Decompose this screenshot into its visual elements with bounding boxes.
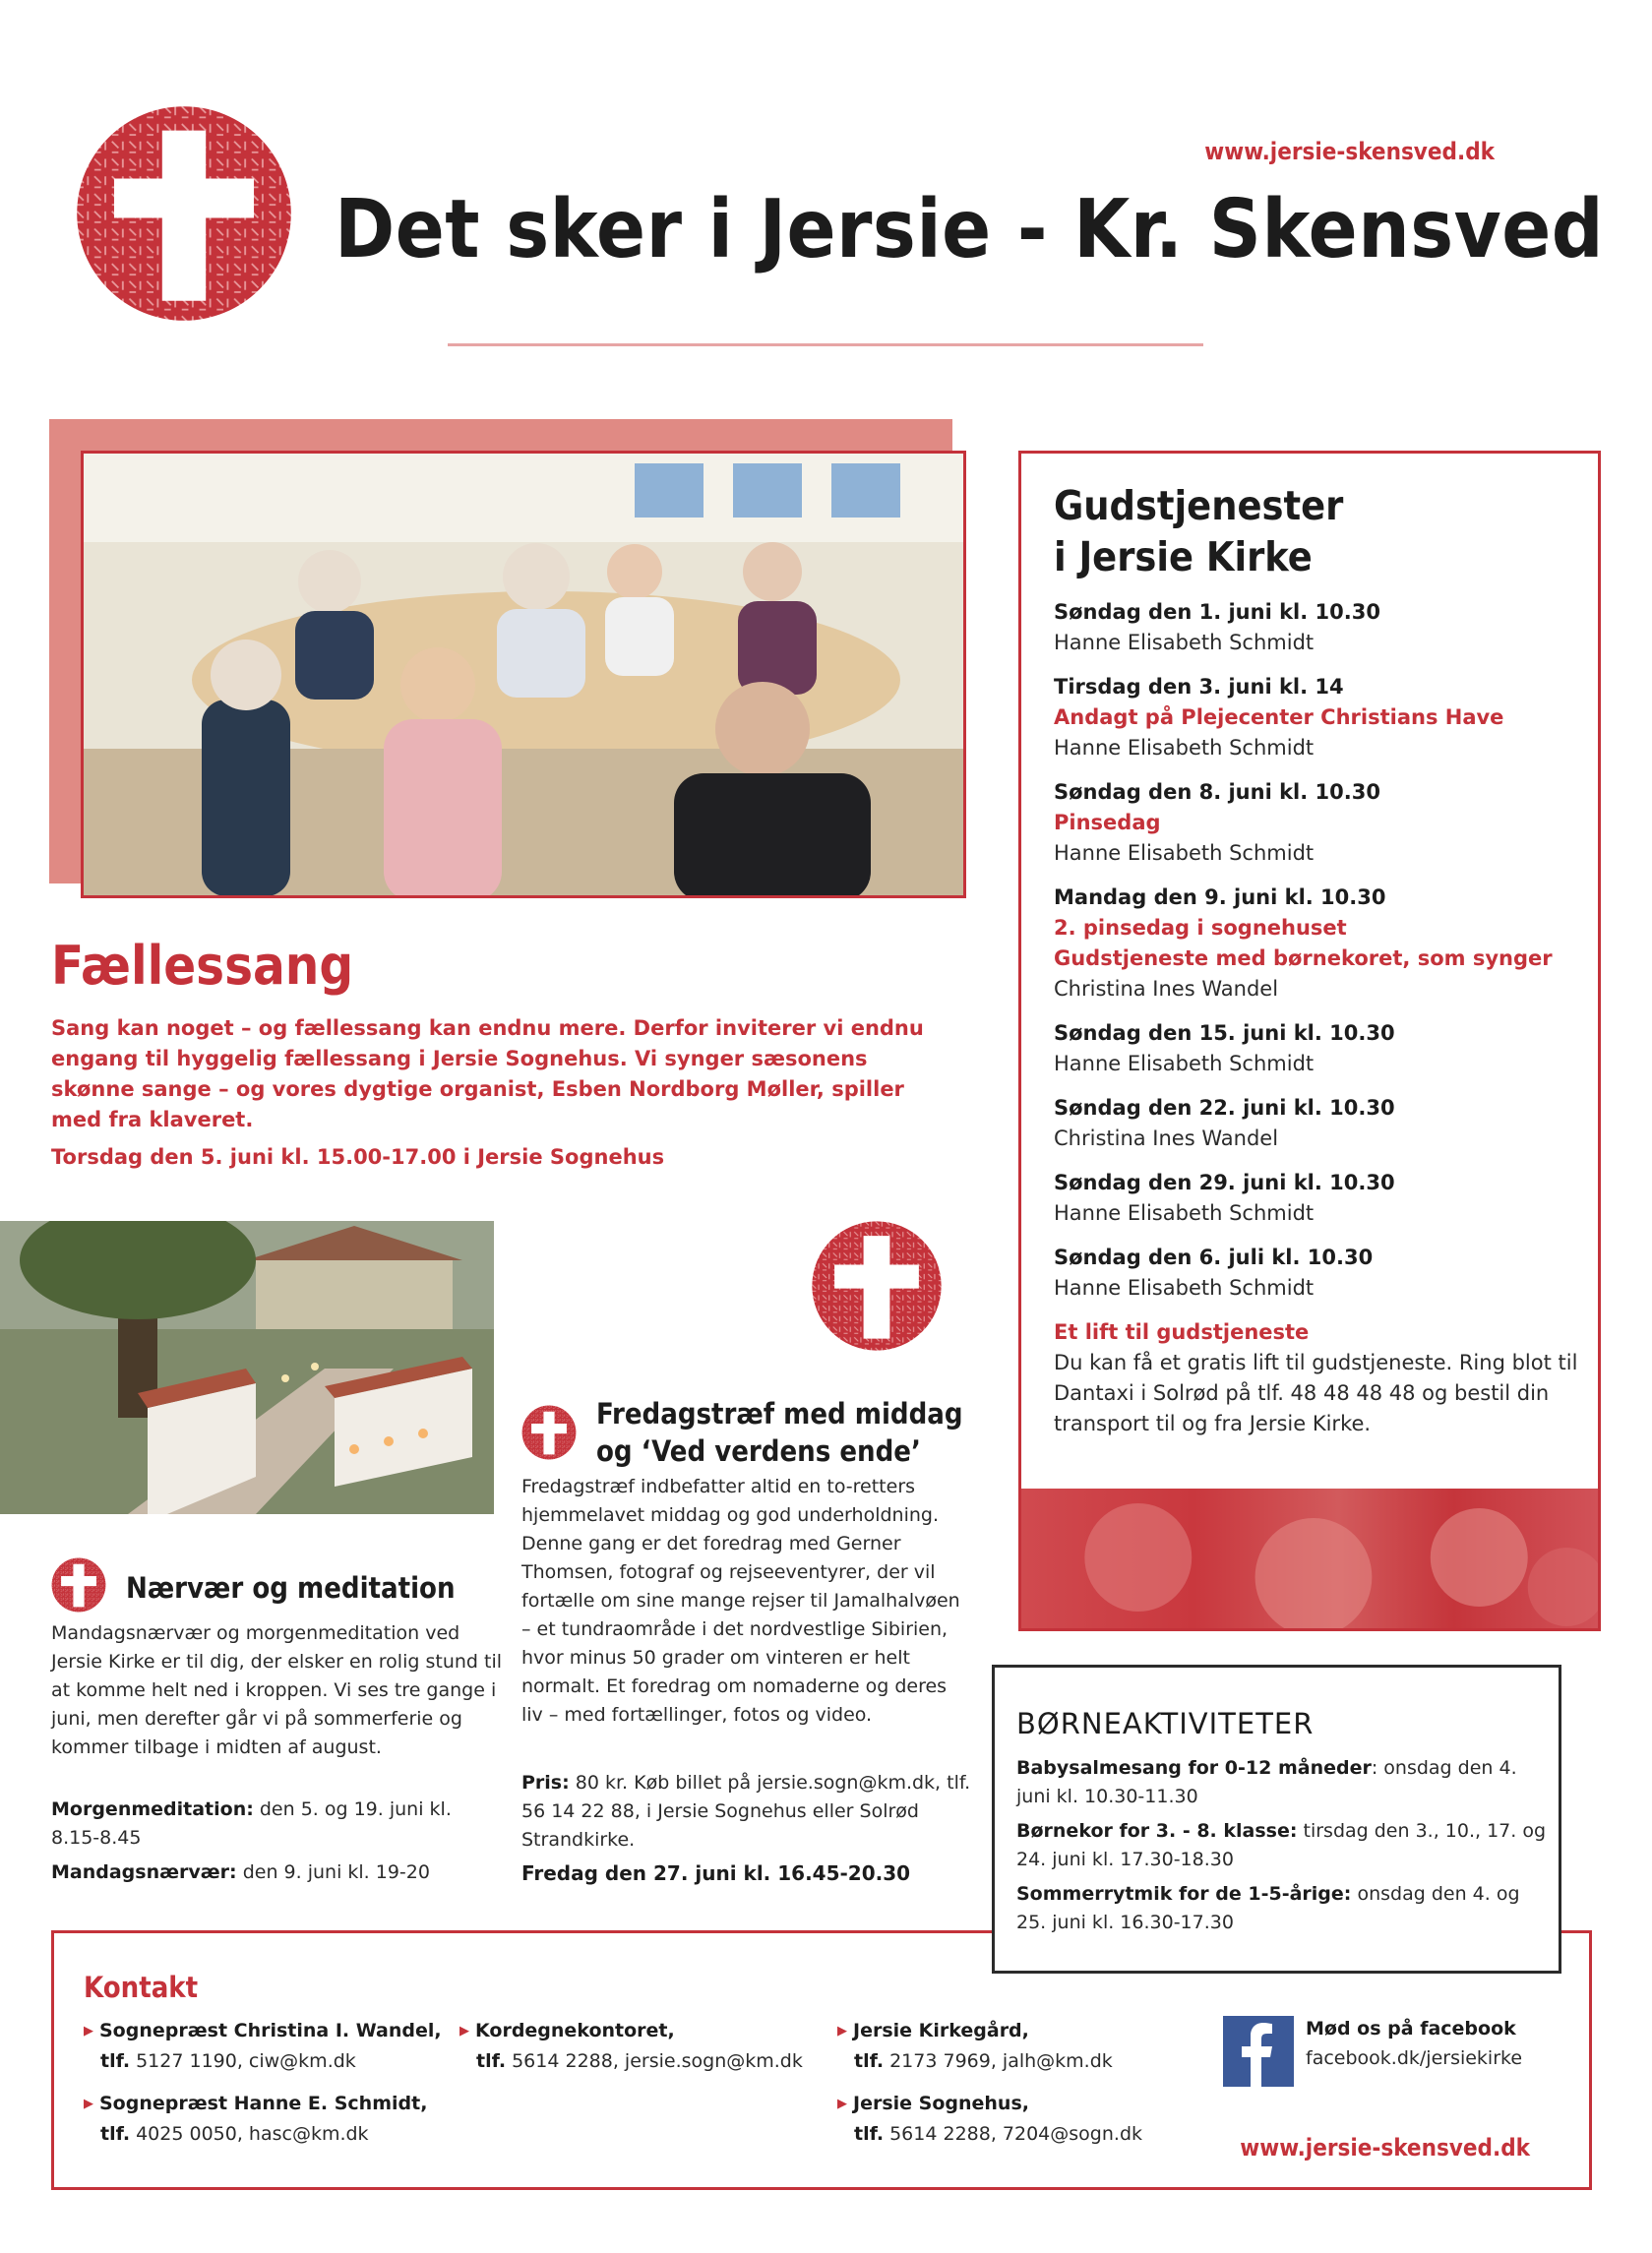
kids-item-label: Babysalmesang for 0-12 måneder <box>1016 1757 1372 1779</box>
service-pastor: Christina Ines Wandel <box>1054 1126 1279 1150</box>
contact-name: Kordegnekontoret, <box>475 2020 675 2041</box>
kids-item-text: onsdag den 4. og 25. juni kl. 16.30-17.30 <box>1016 1883 1520 1933</box>
services-heading-line1: Gudstjenester <box>1054 482 1344 529</box>
tlf-label: tlf. <box>854 2050 885 2072</box>
footer-website-url[interactable]: www.jersie-skensved.dk <box>1240 2134 1530 2162</box>
naervaer-heading: Nærvær og meditation <box>126 1571 456 1605</box>
contact-name: Jersie Sognehus, <box>853 2093 1029 2114</box>
service-item <box>1054 597 1595 658</box>
kids-item-label: Sommerrytmik for de 1-5-årige: <box>1016 1883 1352 1905</box>
arrow-right-icon: ▶ <box>459 2024 469 2039</box>
service-item <box>1054 1243 1595 1304</box>
fredagstraef-price <box>521 1769 974 1855</box>
service-date: Søndag den 22. juni kl. 10.30 <box>1054 1096 1395 1120</box>
tlf-label: tlf. <box>476 2050 507 2072</box>
facebook-heading: Mød os på facebook <box>1306 2018 1516 2040</box>
church-path-photo <box>0 1221 494 1514</box>
services-heading <box>1054 480 1343 582</box>
contact-name: Sognepræst Hanne E. Schmidt, <box>99 2093 428 2114</box>
tlf-label: tlf. <box>100 2123 131 2145</box>
mandagsnaervaer-time <box>51 1861 430 1883</box>
kids-heading: BØRNEAKTIVITETER <box>1016 1707 1315 1740</box>
contact-info[interactable]: 2173 7969, jalh@km.dk <box>889 2050 1113 2072</box>
service-pastor: Hanne Elisabeth Schmidt <box>1054 1201 1315 1225</box>
service-note: Pinsedag <box>1054 811 1161 834</box>
contact-heading: Kontakt <box>84 1971 199 2004</box>
kids-item <box>1016 1880 1548 1937</box>
service-pastor: Hanne Elisabeth Schmidt <box>1054 631 1315 654</box>
kids-item-text: tirsdag den 3., 10., 17. og 24. juni kl. 17.30-18.30 <box>1016 1820 1547 1870</box>
contact-name: Sognepræst Christina I. Wandel, <box>99 2020 442 2041</box>
service-item <box>1054 883 1595 1005</box>
service-item <box>1054 1168 1595 1229</box>
service-item <box>1054 777 1595 869</box>
service-item <box>1054 672 1595 763</box>
church-cross-logo-icon <box>811 1220 943 1352</box>
service-item <box>1054 1018 1595 1079</box>
header-website-url[interactable]: www.jersie-skensved.dk <box>1204 138 1495 165</box>
services-panel <box>1018 451 1601 1631</box>
lift-info <box>1054 1317 1595 1439</box>
faellessang-time: Torsdag den 5. juni kl. 15.00-17.00 i Jersie Sognehus <box>51 1145 665 1169</box>
kids-item-text: : onsdag den 4. juni kl. 10.30-11.30 <box>1016 1757 1517 1807</box>
kids-activities-panel <box>992 1665 1561 1974</box>
arrow-right-icon: ▶ <box>837 2024 847 2039</box>
arrow-right-icon: ▶ <box>84 2097 93 2111</box>
service-pastor: Christina Ines Wandel <box>1054 977 1279 1001</box>
service-date: Søndag den 6. juli kl. 10.30 <box>1054 1246 1374 1269</box>
mandagsnaervaer-label: Mandagsnærvær: <box>51 1861 237 1883</box>
contact-entry <box>837 2016 1113 2076</box>
children-photo <box>1021 1489 1598 1628</box>
contact-entry <box>459 2016 803 2076</box>
contact-entry <box>84 2016 442 2076</box>
contact-info[interactable]: 5127 1190, ciw@km.dk <box>136 2050 356 2072</box>
kids-list <box>1016 1754 1548 1943</box>
service-date: Søndag den 29. juni kl. 10.30 <box>1054 1171 1395 1194</box>
fredagstraef-text: Fredagstræf indbefatter altid en to-retters hjemmelavet middag og god underholdning. Denne gang er det foredrag med Gerner Thomsen, fotograf og rejseeventyrer, der vil fortælle om sine mange rejser til Jamalhalvøen – et tundraområde i det nordvestlige Sibirien, hvor minus 50 grader om vinteren er helt normalt. Et foredrag om nomaderne og deres liv – med fortællinger, fotos og video. <box>521 1476 960 1726</box>
tlf-label: tlf. <box>854 2123 885 2145</box>
contact-entry <box>837 2089 1142 2149</box>
service-note: 2. pinsedag i sognehuset <box>1054 916 1347 940</box>
price-label: Pris: <box>521 1772 570 1794</box>
arrow-right-icon: ▶ <box>837 2097 847 2111</box>
arrow-right-icon: ▶ <box>84 2024 93 2039</box>
kids-item-label: Børnekor for 3. - 8. klasse: <box>1016 1820 1298 1842</box>
church-cross-logo-icon <box>51 1557 106 1613</box>
faellessang-photo <box>81 451 966 898</box>
fredagstraef-time: Fredag den 27. juni kl. 16.45-20.30 <box>521 1861 911 1885</box>
kids-item <box>1016 1754 1548 1811</box>
morgenmeditation-text: den 5. og 19. juni kl. 8.15-8.45 <box>51 1798 452 1849</box>
contact-name: Jersie Kirkegård, <box>853 2020 1029 2041</box>
faellessang-heading: Fællessang <box>51 935 354 997</box>
contact-info[interactable]: 5614 2288, 7204@sogn.dk <box>889 2123 1143 2145</box>
header-divider <box>448 343 1203 346</box>
faellessang-text: Sang kan noget – og fællessang kan endnu mere. Derfor inviterer vi endnu engang til hyggelig fællessang i Jersie Sognehus. Vi synger sæsonens skønne sange – og vores dygtige organist, Esben Nordborg Møller, spiller med fra klaveret. <box>51 1016 924 1131</box>
service-note: Andagt på Plejecenter Christians Have <box>1054 705 1504 729</box>
fredagstraef-heading-line2: og ‘Ved verdens ende’ <box>596 1434 921 1468</box>
morgenmeditation-label: Morgenmeditation: <box>51 1798 254 1820</box>
fredagstraef-heading-line1: Fredagstræf med middag <box>596 1397 963 1431</box>
services-heading-line2: i Jersie Kirke <box>1054 533 1313 580</box>
service-item <box>1054 1093 1595 1154</box>
services-list <box>1054 597 1595 1453</box>
morgenmeditation-time <box>51 1796 504 1853</box>
service-note: Gudstjeneste med børnekoret, som synger <box>1054 946 1553 970</box>
contact-info[interactable]: 4025 0050, hasc@km.dk <box>136 2123 369 2145</box>
church-cross-logo-icon <box>521 1405 577 1460</box>
mandagsnaervaer-text: den 9. juni kl. 19-20 <box>242 1861 430 1883</box>
facebook-icon[interactable] <box>1223 2016 1294 2087</box>
lift-text: Du kan få et gratis lift til gudstjeneste. Ring blot til Dantaxi i Solrød på tlf. 48 48 48 48 og bestil din transport til og fra Jersie Kirke. <box>1054 1351 1578 1435</box>
naervaer-text: Mandagsnærvær og morgenmeditation ved Jersie Kirke er til dig, der elsker en rolig stund til at komme helt ned i kroppen. Vi ses tre gange i juni, men derefter går vi på sommerferie og kommer tilbage i midten af august. <box>51 1622 503 1758</box>
price-text: 80 kr. Køb billet på jersie.sogn@km.dk, tlf. 56 14 22 88, i Jersie Sognehus eller Solrød Strandkirke. <box>521 1772 971 1851</box>
service-date: Tirsdag den 3. juni kl. 14 <box>1054 675 1344 699</box>
kids-item <box>1016 1817 1548 1874</box>
page-title: Det sker i Jersie - Kr. Skensved <box>335 183 1605 276</box>
contact-entry <box>84 2089 427 2149</box>
church-cross-logo-icon <box>75 104 293 323</box>
service-pastor: Hanne Elisabeth Schmidt <box>1054 1276 1315 1300</box>
tlf-label: tlf. <box>100 2050 131 2072</box>
service-pastor: Hanne Elisabeth Schmidt <box>1054 1052 1315 1075</box>
service-date: Søndag den 1. juni kl. 10.30 <box>1054 600 1380 624</box>
contact-info[interactable]: 5614 2288, jersie.sogn@km.dk <box>512 2050 803 2072</box>
lift-heading: Et lift til gudstjeneste <box>1054 1320 1310 1344</box>
service-date: Søndag den 15. juni kl. 10.30 <box>1054 1021 1395 1045</box>
service-date: Søndag den 8. juni kl. 10.30 <box>1054 780 1380 804</box>
service-pastor: Hanne Elisabeth Schmidt <box>1054 841 1315 865</box>
fredagstraef-heading <box>596 1395 963 1470</box>
service-date: Mandag den 9. juni kl. 10.30 <box>1054 885 1386 909</box>
facebook-link[interactable]: facebook.dk/jersiekirke <box>1306 2047 1523 2069</box>
service-pastor: Hanne Elisabeth Schmidt <box>1054 736 1315 760</box>
